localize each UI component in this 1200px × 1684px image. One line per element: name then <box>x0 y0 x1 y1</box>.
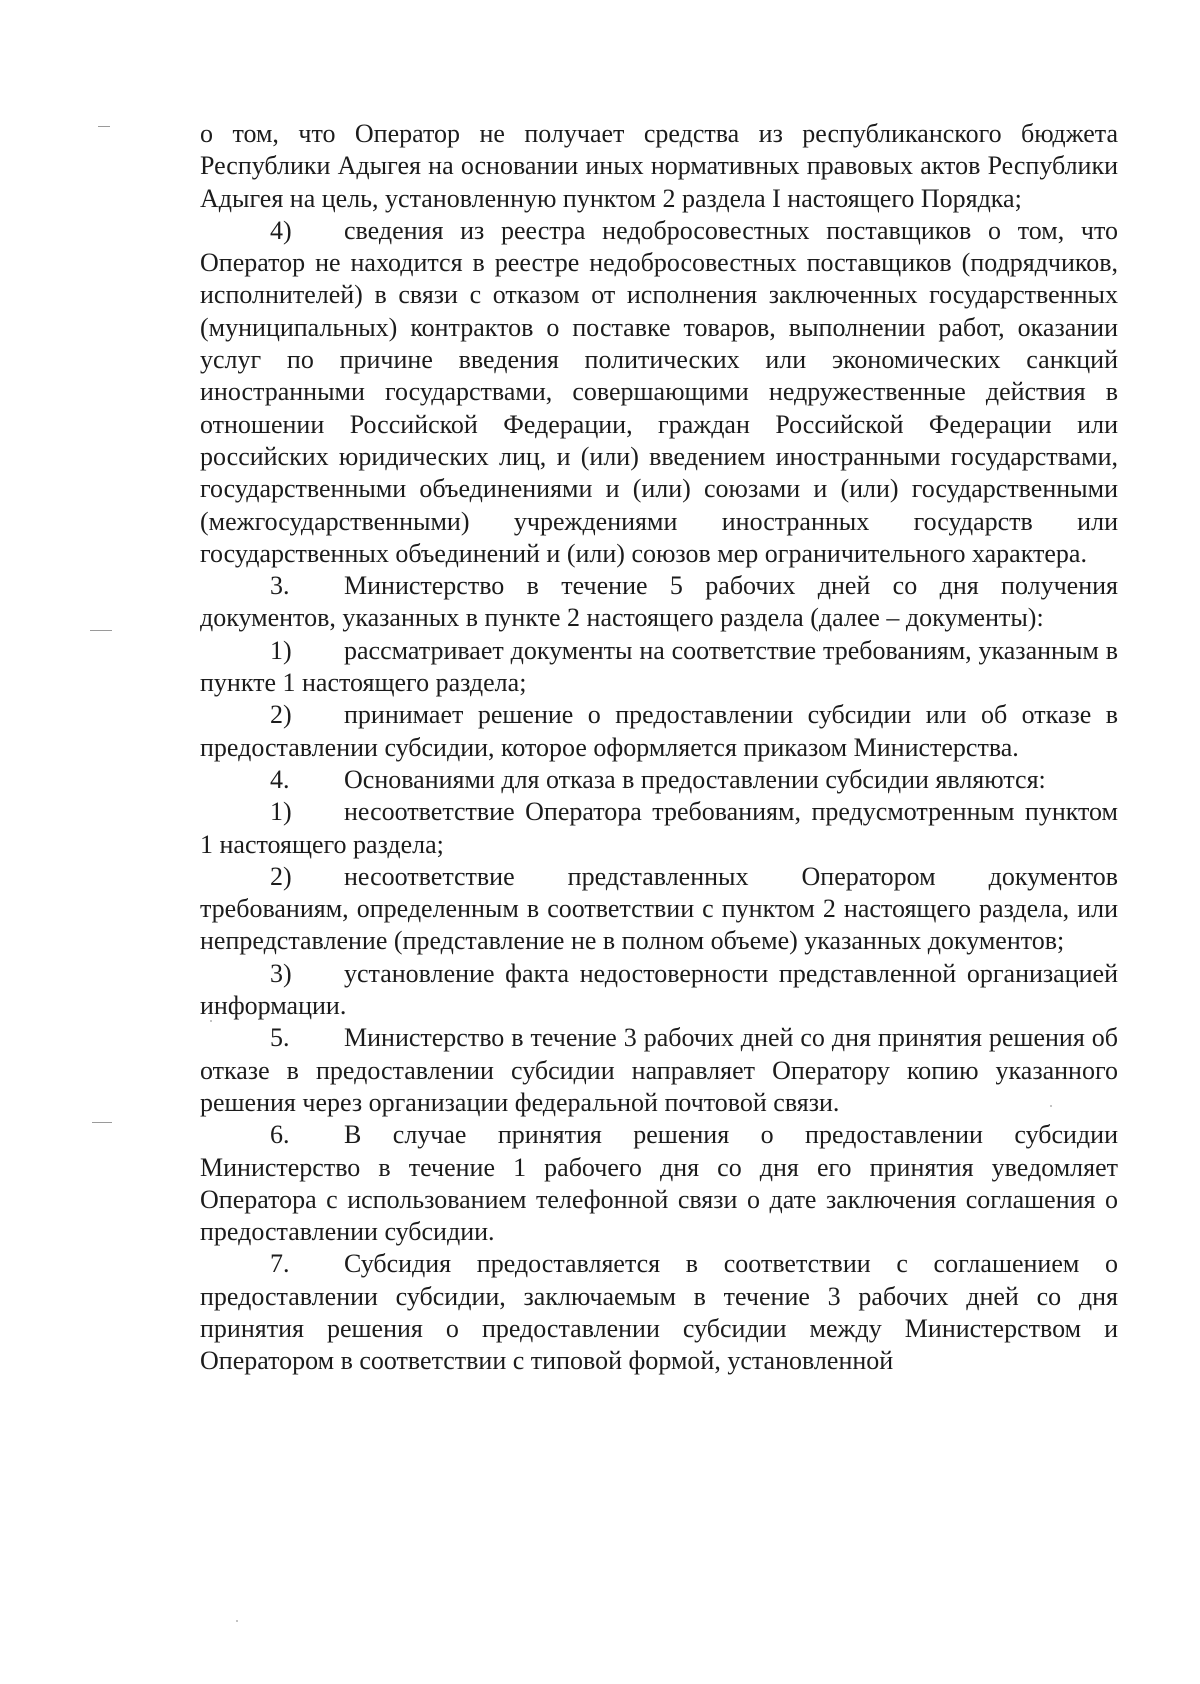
item-number: 4. <box>270 764 290 794</box>
list-item <box>200 1119 1118 1248</box>
list-item <box>200 764 1118 796</box>
list-item <box>200 635 1118 700</box>
list-item <box>200 1022 1118 1119</box>
list-item <box>200 861 1118 958</box>
item-number: 1) <box>270 635 292 665</box>
item-number: 7. <box>270 1249 290 1279</box>
list-item <box>200 570 1118 635</box>
item-text: рассматривает документы на соответствие требованиям, указанным в пункте 1 настоящего раздела; <box>200 635 1118 698</box>
item-number: 2) <box>270 861 292 891</box>
scan-mark <box>98 126 110 127</box>
item-text: Основаниями для отказа в предоставлении субсидии являются: <box>344 764 1046 794</box>
item-text: несоответствие представленных Оператором документов требованиям, определенным в соответствии с пунктом 2 настоящего раздела, или непредставление (представление не в полном объеме) указанных документов; <box>200 861 1118 956</box>
item-number: 6. <box>270 1120 290 1150</box>
list-item <box>200 215 1118 570</box>
item-number: 4) <box>270 215 292 245</box>
list-item <box>200 699 1118 764</box>
item-text: сведения из реестра недобросовестных поставщиков о том, что Оператор не находится в реестре недобросовестных поставщиков (подрядчиков, исполнителей) в связи с отказом от исполнения заключенных государственных (муниципальных) контрактов о поставке товаров, выполнении работ, оказании услуг по причине введения политических или экономических санкций иностранными государствами, совершающими недружественные действия в отношении Российской Федерации, граждан Российской Федерации или российских юридических лиц, и (или) введением иностранными государствами, государственными объединениями и (или) союзами и (или) государственными (межгосударственными) учреждениями иностранных государств или государственных объединений и (или) союзов мер ограничительного характера. <box>200 215 1118 568</box>
document-body <box>200 118 1118 1378</box>
item-text: принимает решение о предоставлении субсидии или об отказе в предоставлении субсидии, которое оформляется приказом Министерства. <box>200 700 1118 762</box>
item-text: Министерство в течение 3 рабочих дней со дня принятия решения об отказе в предоставлении субсидии направляет Оператору копию указанного решения через организации федеральной почтовой связи. <box>200 1023 1118 1117</box>
item-number: 2) <box>270 700 292 730</box>
item-number: 5. <box>270 1023 290 1053</box>
item-number: 3. <box>270 571 290 601</box>
item-text: несоответствие Оператора требованиям, предусмотренным пунктом 1 настоящего раздела; <box>200 797 1118 859</box>
item-text: установление факта недостоверности представленной организацией информации. <box>200 958 1118 1021</box>
item-number: 3) <box>270 958 292 988</box>
list-item <box>200 958 1118 1023</box>
list-item <box>200 1248 1118 1377</box>
scan-mark <box>92 1122 112 1123</box>
intro-paragraph: о том, что Оператор не получает средства из республиканского бюджета Республики Адыгея на основании иных нормативных правовых актов Республики Адыгея на цель, установленную пунктом 2 раздела I настоящего Порядка; <box>200 119 1118 213</box>
item-text: В случае принятия решения о предоставлении субсидии Министерство в течение 1 рабочего дня со дня его принятия уведомляет Оператора с использованием телефонной связи о дате заключения соглашения о предоставлении субсидии. <box>200 1120 1118 1247</box>
list-item <box>200 796 1118 861</box>
item-text: Субсидия предоставляется в соответствии с соглашением о предоставлении субсидии, заключаемым в течение 3 рабочих дней со дня принятия решения о предоставлении субсидии между Министерством и Оператором в соответствии с типовой формой, установленной <box>200 1249 1118 1376</box>
scan-mark <box>90 630 112 631</box>
item-text: Министерство в течение 5 рабочих дней со дня получения документов, указанных в пункте 2 настоящего раздела (далее – документы): <box>200 571 1118 633</box>
item-number: 1) <box>270 797 292 827</box>
scan-speck <box>236 1620 238 1622</box>
